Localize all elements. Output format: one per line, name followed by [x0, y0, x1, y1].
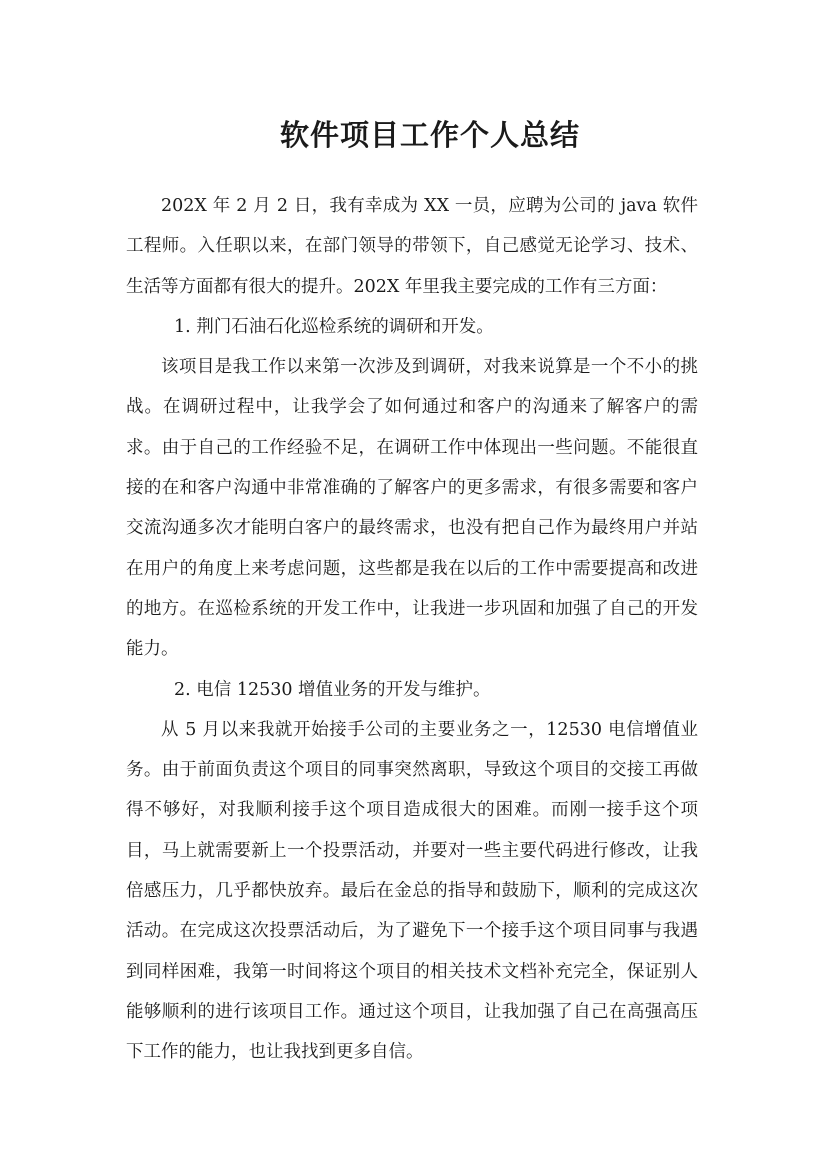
document-title: 软件项目工作个人总结	[279, 118, 580, 152]
list-item-1: 1. 荆门石油石化巡检系统的调研和开发。	[174, 316, 494, 337]
paragraph-intro: 202X 年 2 月 2 日，我有幸成为 XX 一员，应聘为公司的 java 软件工程师。入任职以来，在部门领导的带领下，自己感觉无论学习、技术、生活等方面都有很大的提升。202X 年里我主要完成的工作有三方面：	[126, 196, 698, 297]
paragraph-project-2: 从 5 月以来我就开始接手公司的主要业务之一，12530 电信增值业务。由于前面负责这个项目的同事突然离职，导致这个项目的交接工再做得不够好，对我顺利接手这个项目造成很大的困难。而刚一接手这个项目，马上就需要新上一个投票活动，并要对一些主要代码进行修改，让我倍感压力，几乎都快放弃。最后在金总的指导和鼓励下，顺利的完成这次活动。在完成这次投票活动后，为了避免下一个接手这个项目同事与我遇到同样困难，我第一时间将这个项目的相关技术文档补充完全，保证别人能够顺利的进行该项目工作。通过这个项目，让我加强了自己在高强高压下工作的能力，也让我找到更多自信。	[126, 719, 698, 1063]
document-body	[126, 186, 698, 1073]
list-item-2: 2. 电信 12530 增值业务的开发与维护。	[174, 679, 491, 700]
paragraph-project-1: 该项目是我工作以来第一次涉及到调研，对我来说算是一个不小的挑战。在调研过程中，让我学会了如何通过和客户的沟通来了解客户的需求。由于自己的工作经验不足，在调研工作中体现出一些问题。不能很直接的在和客户沟通中非常准确的了解客户的更多需求，有很多需要和客户交流沟通多次才能明白客户的最终需求，也没有把自己作为最终用户并站在用户的角度上来考虑问题，这些都是我在以后的工作中需要提高和改进的地方。在巡检系统的开发工作中，让我进一步巩固和加强了自己的开发能力。	[126, 357, 698, 660]
